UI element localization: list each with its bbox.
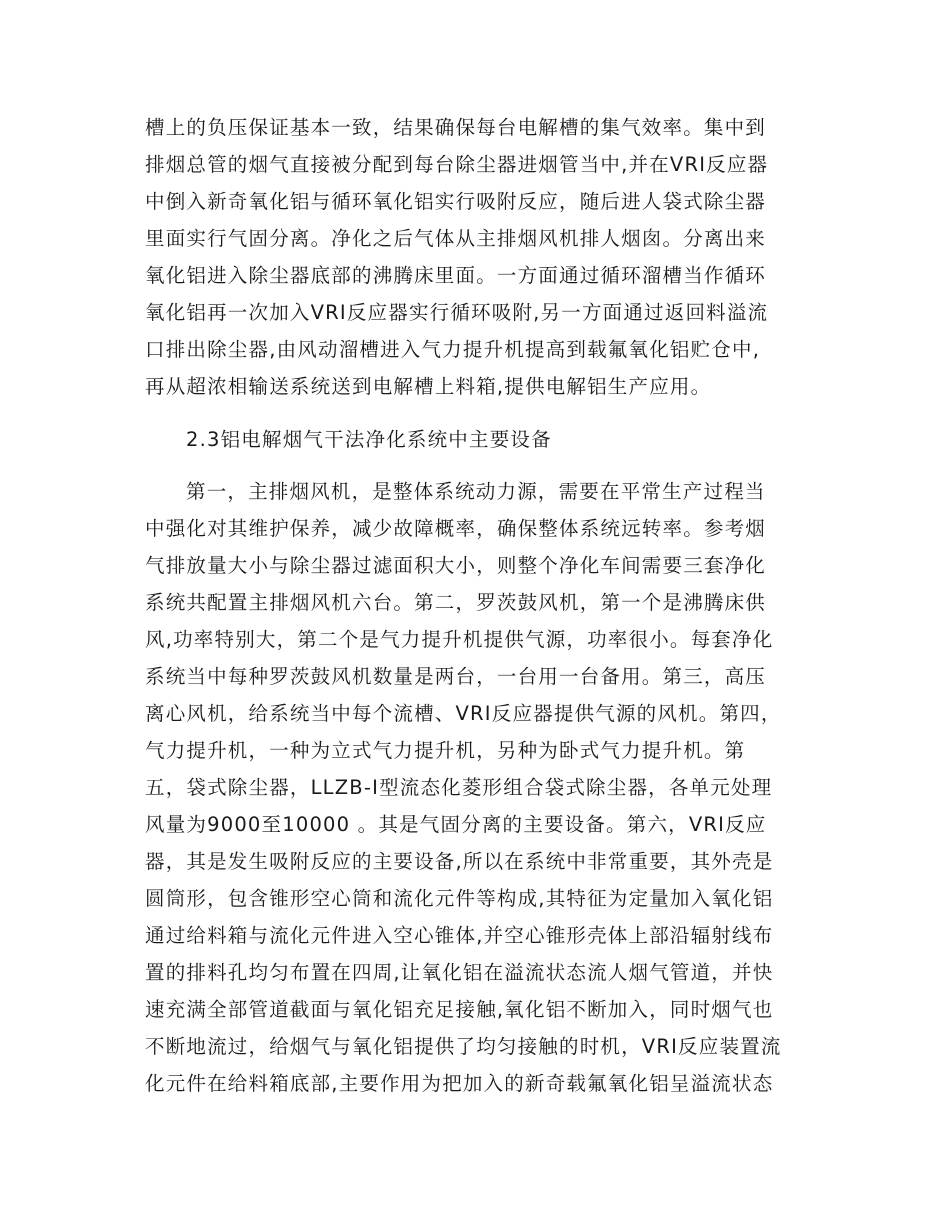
paragraph-line: 离心风机，给系统当中每个流槽、VRI反应器提供气源的风机。第四， [145,702,782,725]
paragraph-line: 氧化铝再一次加入VRI反应器实行循环吸附,另一方面通过返回料溢流 [145,301,769,324]
paragraph-line: 系统当中每种罗茨鼓风机数量是两台，一台用一台备用。第三，高压 [145,665,767,688]
paragraph-line: 风,功率特别大，第二个是气力提升机提供气源，功率很小。每套净化 [145,628,774,651]
paragraph-line: 圆筒形，包含锥形空心筒和流化元件等构成,其特征为定量加入氧化铝 [145,887,774,910]
paragraph-line: 器，其是发生吸附反应的主要设备,所以在系统中非常重要，其外壳是 [145,850,774,873]
paragraph-line: 化元件在给料箱底部,主要作用为把加入的新奇载氟氧化铝呈溢流状态 [145,1072,774,1095]
section-heading: 2.3铝电解烟气干法净化系统中主要设备 [186,428,552,451]
paragraph-line: 五，袋式除尘器，LLZB-I型流态化菱形组合袋式除尘器，各单元处理 [145,776,773,799]
paragraph-line: 速充满全部管道截面与氧化铝充足接触,氧化铝不断加入，同时烟气也 [145,998,774,1021]
paragraph-line: 气力提升机，一种为立式气力提升机，另种为卧式气力提升机。第 [145,739,746,762]
paragraph-line: 通过给料箱与流化元件进入空心锥体,并空心锥形壳体上部沿辐射线布 [145,924,774,947]
paragraph-line: 中倒入新奇氧化铝与循环氧化铝实行吸附反应，随后进人袋式除尘器 [145,190,767,213]
paragraph-line: 不断地流过，给烟气与氧化铝提供了均匀接触的时机，VRI反应装置流 [145,1035,782,1058]
paragraph-line: 槽上的负压保证基本一致，结果确保每台电解槽的集气效率。集中到 [145,116,767,139]
paragraph-line: 再从超浓相输送系统送到电解槽上料箱,提供电解铝生产应用。 [145,375,712,398]
paragraph-line: 中强化对其维护保养，减少故障概率，确保整体系统远转率。参考烟 [145,517,767,540]
paragraph-line: 排烟总管的烟气直接被分配到每台除尘器进烟管当中,并在VRI反应器 [145,153,769,176]
paragraph-line: 氧化铝进入除尘器底部的沸腾床里面。一方面通过循环溜槽当作循环 [145,264,767,287]
paragraph-line: 口排出除尘器,由风动溜槽进入气力提升机提高到载氟氧化铝贮仓中, [145,338,761,361]
paragraph-line: 置的排料孔均匀布置在四周,让氧化铝在溢流状态流人烟气管道，并快 [145,961,774,984]
paragraph-line: 系统共配置主排烟风机六台。第二，罗茨鼓风机，第一个是沸腾床供 [145,591,767,614]
paragraph-line: 风量为9000至10000 。其是气固分离的主要设备。第六，VRI反应 [145,813,767,836]
paragraph-line: 里面实行气固分离。净化之后气体从主排烟风机排人烟囱。分离出来 [145,227,767,250]
paragraph-line: 第一，主排烟风机，是整体系统动力源，需要在平常生产过程当 [186,480,766,503]
paragraph-line: 气排放量大小与除尘器过滤面积大小，则整个净化车间需要三套净化 [145,554,767,577]
